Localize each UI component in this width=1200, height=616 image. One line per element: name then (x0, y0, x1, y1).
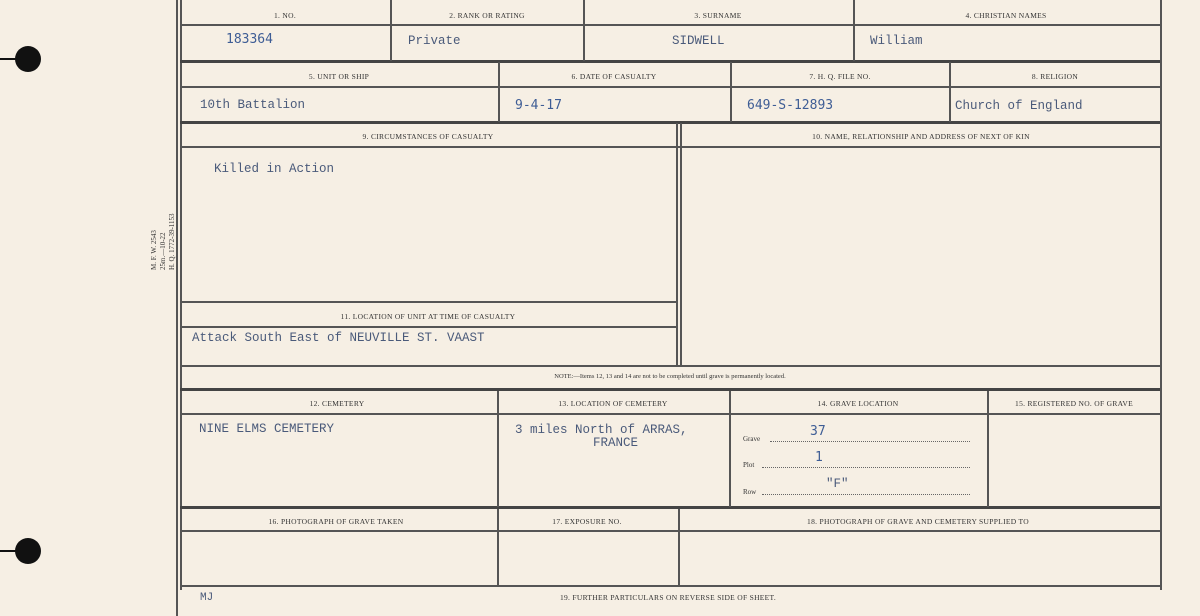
value-cemetery: NINE ELMS CEMETERY (199, 422, 335, 436)
value-row: "F" (826, 477, 849, 491)
row1-bottom-line (180, 60, 1160, 63)
label-cemetery: 12. CEMETERY (309, 399, 365, 408)
label-exposure-no: 17. EXPOSURE NO. (552, 517, 622, 526)
row4-label-line (180, 326, 676, 328)
value-circumstances: Killed in Action (214, 162, 335, 176)
row5-label-line (180, 413, 1160, 415)
form-code-line2: 25m.—10-22 (159, 232, 167, 270)
label-number: 1. NO. (273, 11, 297, 20)
row1-div3 (853, 0, 855, 61)
value-location-cemetery-line1: 3 miles North of ARRAS, (515, 423, 688, 437)
row1-label-line (180, 24, 1160, 26)
label-grave: Grave (743, 435, 761, 443)
row6-bottom-line (180, 585, 1160, 587)
label-location-unit: 11. LOCATION OF UNIT AT TIME OF CASUALTY (340, 312, 516, 321)
value-surname: SIDWELL (672, 34, 725, 48)
row6-div1 (497, 509, 499, 586)
value-number: 183364 (226, 32, 273, 47)
label-registered-no: 15. REGISTERED NO. OF GRAVE (1015, 399, 1133, 408)
label-christian-names: 4. CHRISTIAN NAMES (965, 11, 1047, 20)
row1-div1 (390, 0, 392, 61)
value-rank: Private (408, 34, 461, 48)
left-border-inner (180, 0, 182, 590)
row2-div3 (949, 62, 951, 122)
label-religion: 8. RELIGION (1031, 72, 1079, 81)
label-further-particulars: 19. FURTHER PARTICULARS ON REVERSE SIDE OF SHEET. (559, 593, 777, 602)
row4-bottom-line (180, 365, 1160, 367)
row3-label-line (180, 146, 1160, 148)
right-border (1160, 0, 1162, 590)
row-line (762, 494, 970, 495)
row6-label-line (180, 530, 1160, 532)
label-grave-location: 14. GRAVE LOCATION (817, 399, 899, 408)
form-code-line1: M. F. W. 2543 (150, 230, 158, 270)
value-grave: 37 (810, 424, 826, 439)
label-photo-taken: 16. PHOTOGRAPH OF GRAVE TAKEN (268, 517, 404, 526)
value-hq-file: 649-S-12893 (747, 98, 834, 113)
label-rank: 2. RANK OR RATING (449, 11, 525, 20)
label-circumstances: 9. CIRCUMSTANCES OF CASUALTY (362, 132, 494, 141)
label-unit: 5. UNIT OR SHIP (308, 72, 370, 81)
value-christian-names: William (870, 34, 923, 48)
label-photo-supplied: 18. PHOTOGRAPH OF GRAVE AND CEMETERY SUPPLIED TO (807, 517, 1029, 526)
label-surname: 3. SURNAME (694, 11, 742, 20)
row6-div2 (678, 509, 680, 586)
label-row: Row (743, 488, 757, 496)
row2-bottom-line (180, 121, 1160, 124)
label-location-cemetery: 13. LOCATION OF CEMETERY (558, 399, 668, 408)
label-plot: Plot (743, 461, 755, 469)
row2-div2 (730, 62, 732, 122)
note-text: NOTE:—Items 12, 13 and 14 are not to be completed until grave is permanently located. (554, 373, 786, 380)
row1-div2 (583, 0, 585, 61)
punch-hole-stub-top (0, 58, 18, 60)
row4-top-line (180, 301, 676, 303)
label-hq-file: 7. H. Q. FILE NO. (809, 72, 871, 81)
value-unit: 10th Battalion (200, 98, 306, 112)
label-date-casualty: 6. DATE OF CASUALTY (571, 72, 657, 81)
grave-line (770, 441, 970, 442)
form-code (150, 180, 177, 270)
left-border (176, 0, 178, 616)
row2-label-line (180, 86, 1160, 88)
punch-hole-stub-bottom (0, 550, 18, 552)
row5-div2 (729, 391, 731, 507)
note-bottom-line (180, 388, 1160, 391)
value-date-casualty: 9-4-17 (515, 98, 562, 113)
value-plot: 1 (815, 450, 823, 465)
initials: MJ (200, 592, 214, 604)
punch-hole-bottom (15, 538, 41, 564)
plot-line (762, 467, 970, 468)
row3-div-inner (680, 123, 682, 366)
row3-div (676, 123, 678, 366)
punch-hole-top (15, 46, 41, 72)
form-code-line3: H. Q. 1772-39-1153 (168, 213, 176, 270)
row5-div3 (987, 391, 989, 507)
value-religion: Church of England (955, 99, 1083, 113)
row5-bottom-line (180, 506, 1160, 509)
value-location-cemetery-line2: FRANCE (593, 436, 639, 450)
value-location-unit: Attack South East of NEUVILLE ST. VAAST (192, 331, 485, 345)
label-next-of-kin: 10. NAME, RELATIONSHIP AND ADDRESS OF NEXT OF KIN (812, 132, 1030, 141)
row2-div1 (498, 62, 500, 122)
row5-div1 (497, 391, 499, 507)
